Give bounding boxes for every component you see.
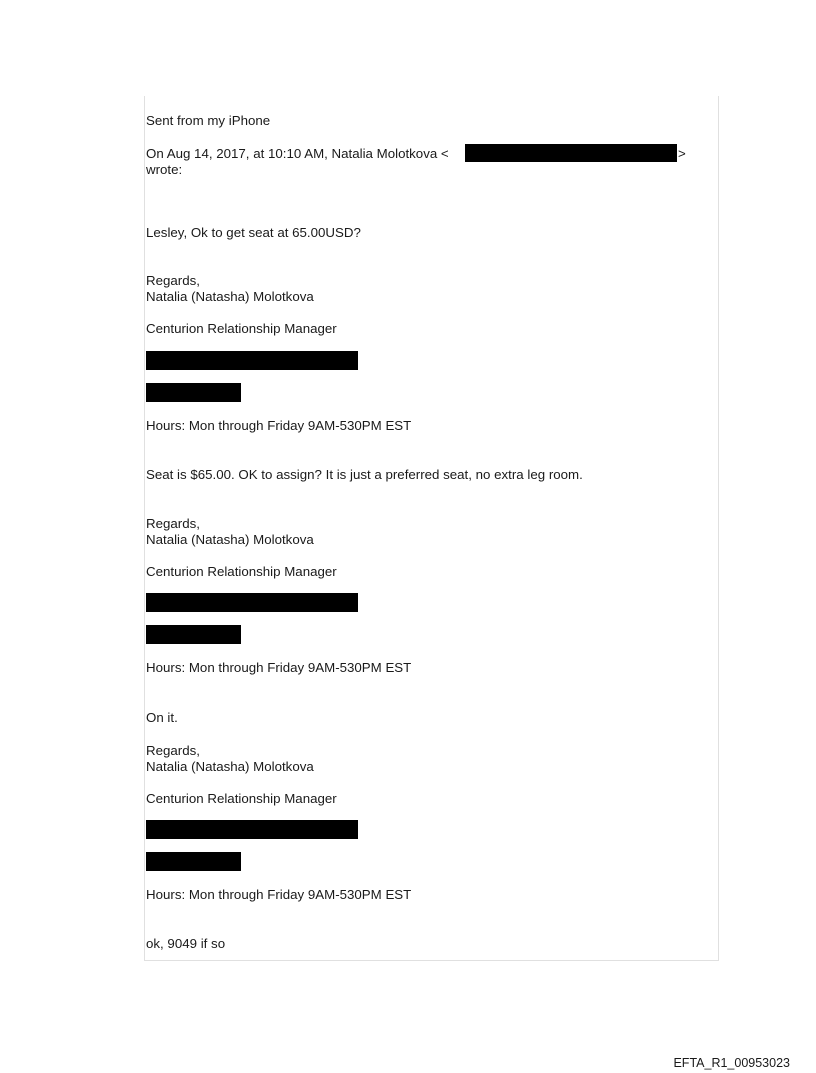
- redacted-signature-line: [146, 852, 241, 871]
- signature-name: Natalia (Natasha) Molotkova: [146, 532, 314, 547]
- message-body: On it.: [146, 710, 178, 725]
- signature-name: Natalia (Natasha) Molotkova: [146, 759, 314, 774]
- quote-header-line: On Aug 14, 2017, at 10:10 AM, Natalia Molotkova <: [146, 146, 449, 161]
- message-body: Seat is $65.00. OK to assign? It is just a preferred seat, no extra leg room.: [146, 467, 583, 482]
- quote-header-close: >: [678, 146, 686, 161]
- final-reply: ok, 9049 if so: [146, 936, 226, 951]
- signature-regards: Regards,: [146, 516, 200, 531]
- redacted-signature-line: [146, 593, 358, 612]
- signature-hours: Hours: Mon through Friday 9AM-530PM EST: [146, 660, 412, 675]
- redacted-email-address: [465, 144, 677, 162]
- sent-from-line: Sent from my iPhone: [146, 113, 271, 128]
- signature-regards: Regards,: [146, 743, 200, 758]
- signature-title: Centurion Relationship Manager: [146, 564, 337, 579]
- signature-hours: Hours: Mon through Friday 9AM-530PM EST: [146, 887, 412, 902]
- redacted-signature-line: [146, 820, 358, 839]
- signature-hours: Hours: Mon through Friday 9AM-530PM EST: [146, 418, 412, 433]
- document-id: EFTA_R1_00953023: [673, 1056, 790, 1070]
- redacted-signature-line: [146, 383, 241, 402]
- signature-regards: Regards,: [146, 273, 200, 288]
- signature-title: Centurion Relationship Manager: [146, 791, 337, 806]
- quote-header-wrote: wrote:: [146, 162, 183, 177]
- signature-name: Natalia (Natasha) Molotkova: [146, 289, 314, 304]
- redacted-signature-line: [146, 351, 358, 370]
- message-body: Lesley, Ok to get seat at 65.00USD?: [146, 225, 361, 240]
- signature-title: Centurion Relationship Manager: [146, 321, 337, 336]
- redacted-signature-line: [146, 625, 241, 644]
